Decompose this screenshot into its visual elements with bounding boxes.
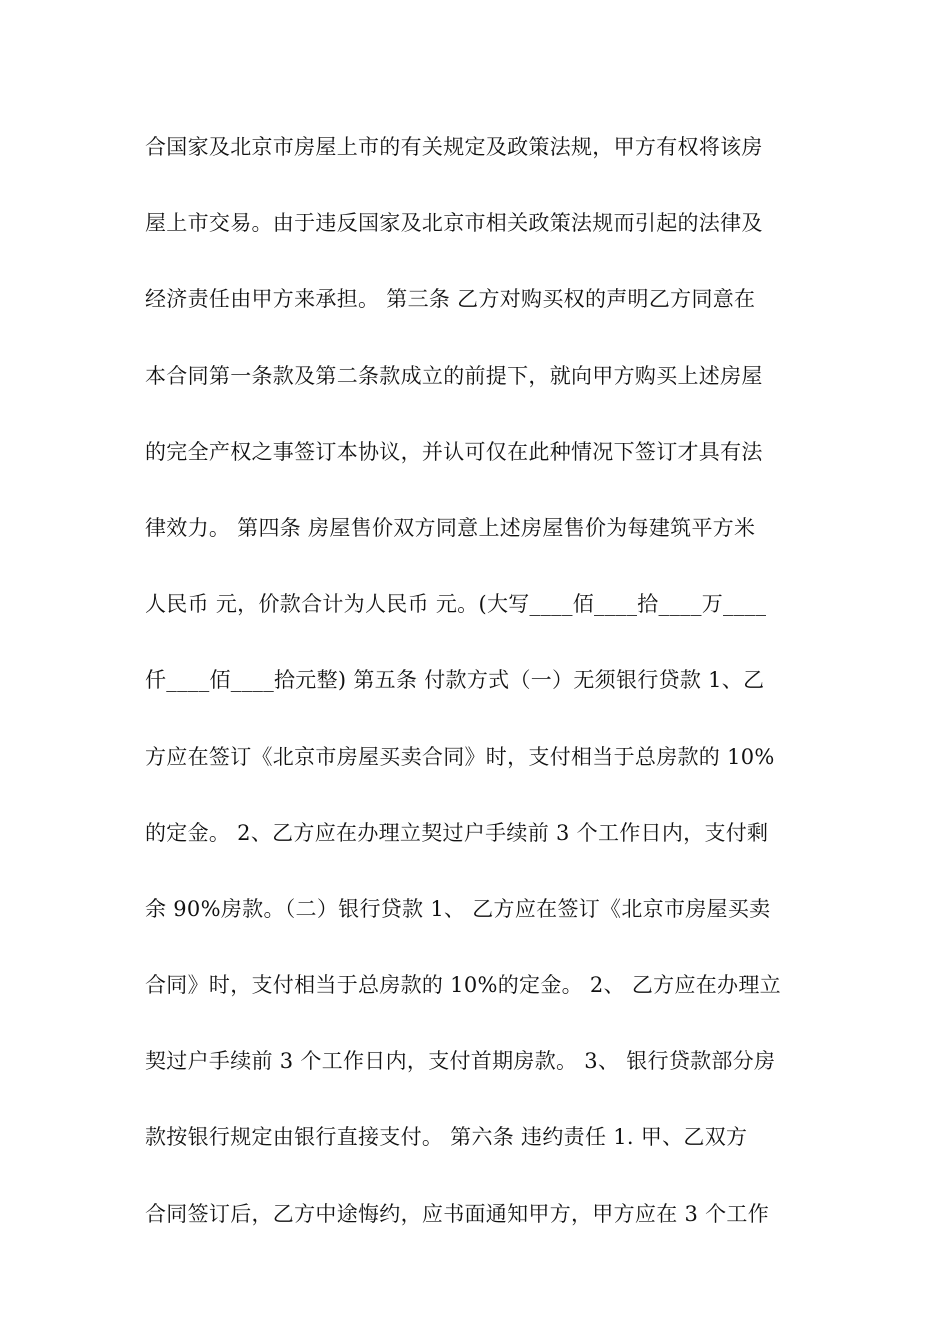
text-line: 仟____佰____拾元整) 第五条 付款方式（一）无须银行贷款 1、乙 <box>145 668 765 693</box>
text-line: 的完全产权之事签订本协议，并认可仅在此种情况下签订才具有法 <box>145 439 763 464</box>
text-line: 方应在签订《北京市房屋买卖合同》时，支付相当于总房款的 10% <box>145 744 775 769</box>
text-line: 合同》时，支付相当于总房款的 10%的定金。 2、 乙方应在办理立 <box>145 973 781 998</box>
text-line: 合同签订后，乙方中途悔约，应书面通知甲方，甲方应在 3 个工作 <box>145 1201 770 1226</box>
text-line: 合国家及北京市房屋上市的有关规定及政策法规，甲方有权将该房 <box>145 135 763 159</box>
text-line: 人民币 元，价款合计为人民币 元。(大写____佰____拾____万____ <box>145 592 767 617</box>
text-line: 的定金。 2、乙方应在办理立契过户手续前 3 个工作日内，支付剩 <box>145 820 769 845</box>
contract-text <box>145 130 815 1273</box>
text-line: 屋上市交易。由于违反国家及北京市相关政策法规而引起的法律及 <box>145 211 763 236</box>
text-line: 本合同第一条款及第二条款成立的前提下，就向甲方购买上述房屋 <box>145 363 763 388</box>
text-line: 律效力。 第四条 房屋售价双方同意上述房屋售价为每建筑平方米 <box>145 515 756 540</box>
text-line: 经济责任由甲方来承担。 第三条 乙方对购买权的声明乙方同意在 <box>145 287 756 312</box>
text-line: 契过户手续前 3 个工作日内，支付首期房款。 3、 银行贷款部分房 <box>145 1049 776 1074</box>
text-line: 余 90%房款。（二）银行贷款 1、 乙方应在签订《北京市房屋买卖 <box>145 896 771 921</box>
text-line: 款按银行规定由银行直接支付。 第六条 违约责任 1. 甲、乙双方 <box>145 1125 748 1150</box>
